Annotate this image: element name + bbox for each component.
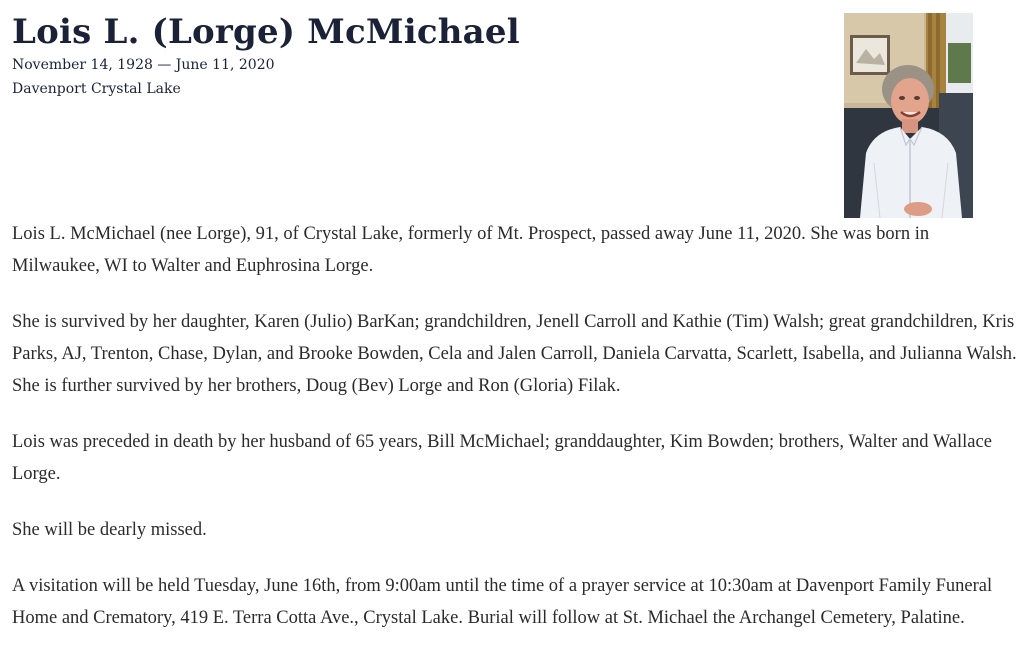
paragraph-preceded-by: Lois was preceded in death by her husband of 65 years, Bill McMichael; granddaughter, Kim Bowden; brothers, Walter and Wallace Lorge.	[12, 432, 992, 484]
obituary-body	[12, 218, 1017, 658]
funeral-home-location: Davenport Crystal Lake	[12, 81, 181, 97]
paragraph-services: A visitation will be held Tuesday, June 16th, from 9:00am until the time of a prayer service at 10:30am at Davenport Family Funeral Home and Crematory, 419 E. Terra Cotta Ave., Crystal Lake. Burial will follow at St. Michael the Archangel Cemetery, Palatine.	[12, 576, 993, 628]
portrait-photo	[844, 13, 973, 218]
life-dates: November 14, 1928 — June 11, 2020	[12, 57, 275, 73]
paragraph-survived-by: She is survived by her daughter, Karen (Julio) BarKan; grandchildren, Jenell Carroll and Kathie (Tim) Walsh; great grandchildren, Kris Parks, AJ, Trenton, Chase, Dylan, and Brooke Bowden, Cela and Jalen Carroll, Daniela Carvatta, Scarlett, Isabella, and Julianna Walsh. She is further survived by her brothers, Doug (Bev) Lorge and Ron (Gloria) Filak.	[12, 312, 1017, 396]
obituary-name: Lois L. (Lorge) McMichael	[12, 12, 520, 52]
paragraph-intro: Lois L. McMichael (nee Lorge), 91, of Crystal Lake, formerly of Mt. Prospect, passed away June 11, 2020. She was born in Milwaukee, WI to Walter and Euphrosina Lorge.	[12, 224, 930, 276]
paragraph-missed: She will be dearly missed.	[12, 520, 207, 540]
